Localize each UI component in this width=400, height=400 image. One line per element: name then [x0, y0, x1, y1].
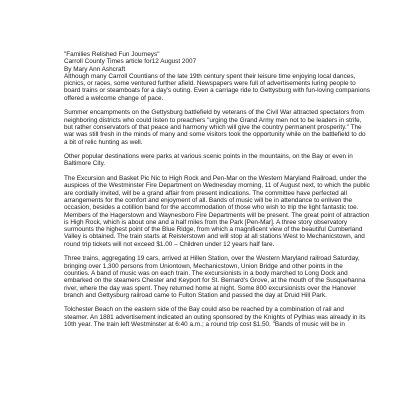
article-author: By Mary Ann Ashcraft [64, 65, 126, 73]
paragraph-gettysburg: Summer encampments on the Gettysburg battlefield by veterans of the Civil War attracted spectators from neighboring districts who could listen to preachers "urging the Grand Army men not to be leaders in strife, but rather conservators of that peace and harmony which will give the country permanent prosperity." The war was still fresh in the minds of many and some visitors took the opportunity while on the battlefield to do a bit of relic hunting as well. [64, 109, 366, 146]
article-title: "Families Relished Fun Journeys" [64, 51, 160, 58]
paragraph-trains: Three trains, aggregating 19 cars, arrived at Hillen Station, over the Western Maryland railroad Saturday, bringing over 1,300 persons from Uniontown, Mechanicstown, Union Bridge and other points in the counties. A band of music was on each train. The excursionists in a body marched to Long Dock and embarked on the steamers Chester and Keyport for St. Bernard's Grove, at the mouth of the Susquehanna river, where the day was spent. They returned home at night. Some 800 excursionists over the Hanover branch and Gettysburg railroad came to Fulton Station and passed the day at Druid Hill Park. [64, 255, 366, 299]
article-source: Carroll County Times article for12 August 2007 [64, 58, 197, 66]
document-body [64, 51, 370, 336]
paragraph-excursion: The Excursion and Basket Pic Nic to High Rock and Pen-Mar on the Western Maryland Railroad, under the auspices of the Westminster Fire Department on Wednesday morning, 11 of August next, to which the public are cordially invited, will be a grand affair from present indications. The committee have perfected all arrangements for the comfort and enjoyment of all. Bands of music will be in attendance to enliven the occasion, besides a cotillion band for the accommodation of those who wish to trip the light fantastic toe. Members of the Hagerstown and Waynesboro Fire Departments will be present. The great point of attraction is High Rock, which is about one and a half miles from the Park [Pen-Mar]. A three story observatory surmounts the highest point of the Blue Ridge, from which a magnificent view of the beautiful Cumberland Valley is obtained. The train starts at Reisterstown and will stop at all stations West to Mechanicstown, and round trip tickets will not exceed $1.00 – Children under 12 years half fare. [64, 175, 370, 248]
paragraph-tolchester: Tolchester Beach on the eastern side of the Bay could also be reached by a combination of rail and steamer. An 1881 advertisement indicated an outing sponsored by the Knights of Pythias was already in its 10th year. The train left Westminster at 6:40 a.m.; a round trip cost $1.50. "Bands of music will be in [64, 306, 366, 328]
paragraph-destinations: Other popular destinations were parks at various scenic points in the mountains, on the Bay or even in Baltimore City. [64, 153, 353, 168]
paragraph-intro: Although many Carroll Countians of the late 19th century spent their leisure time enjoying local dances, picnics, or races, some ventured further afield. Newspapers were full of advertisements luring people to board trains or steamboats for a day's outing. Even a carriage ride to Gettysburg with fun-loving companions offered a welcome change of pace. [64, 72, 371, 102]
